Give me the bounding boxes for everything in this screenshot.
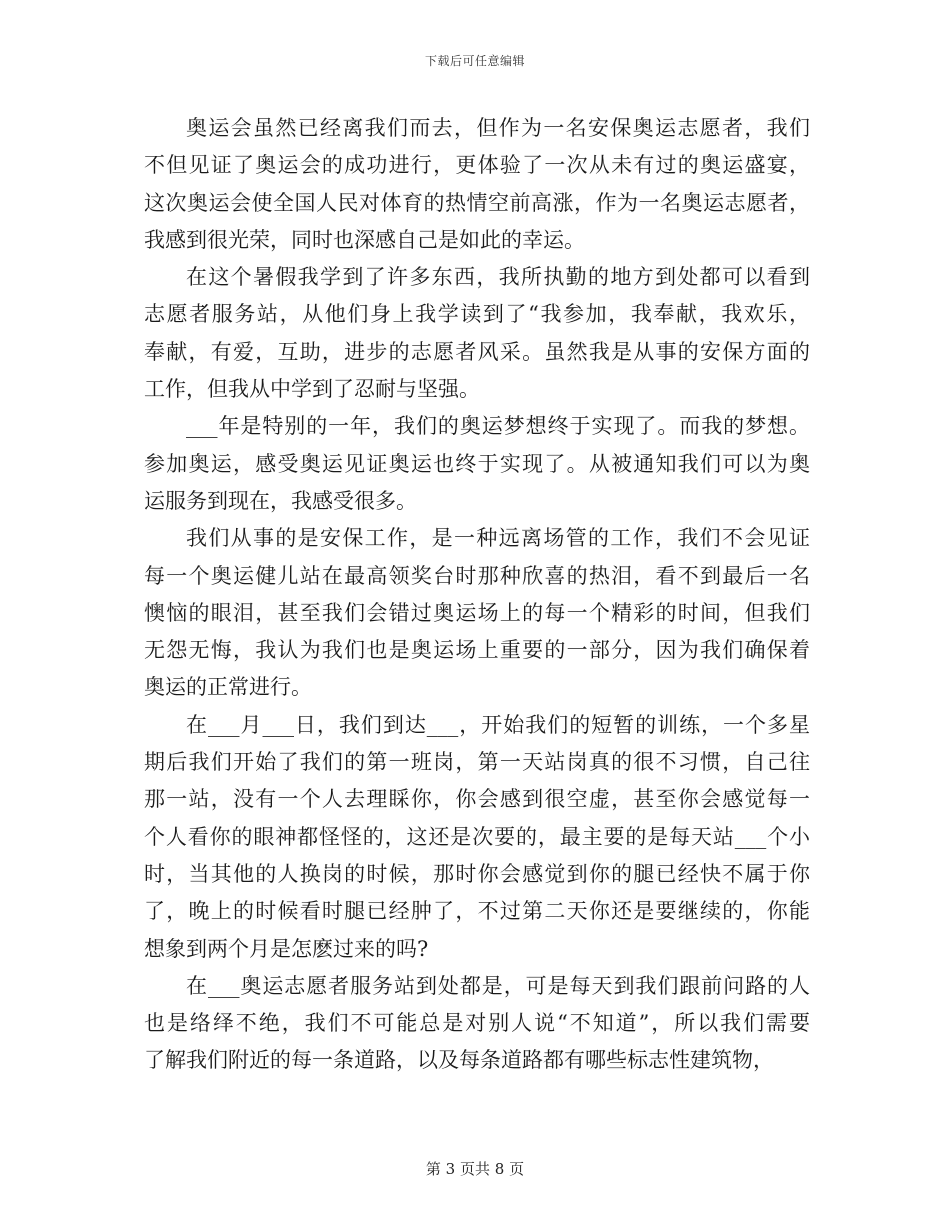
- paragraph-5-line-3: 那一站，没有一个人去理睬你，你会感到很空虚，甚至你会感觉每一: [144, 787, 810, 812]
- paragraph-5-line-6: 了，晚上的时候看时腿已经肿了，不过第二天你还是要继续的，你能: [144, 899, 810, 924]
- paragraph-5-line-5: 时，当其他的人换岗的时候，那时你会感觉到你的腿已经快不属于你: [144, 861, 810, 886]
- paragraph-3-line-2: 参加奥运，感受奥运见证奥运也终于实现了。从被通知我们可以为奥: [144, 451, 810, 476]
- paragraph-4-line-3: 懊恼的眼泪，甚至我们会错过奥运场上的每一个精彩的时间，但我们: [144, 600, 810, 625]
- paragraph-5-line-2: 期后我们开始了我们的第一班岗，第一天站岗真的很不习惯，自己往: [144, 750, 810, 775]
- paragraph-3-line-3: 运服务到现在，我感受很多。: [144, 488, 417, 513]
- paragraph-1-line-3: 这次奥运会使全国人民对体育的热情空前高涨，作为一名奥运志愿者，: [144, 190, 810, 215]
- paragraph-5-line-7: 想象到两个月是怎麽过来的吗?: [144, 936, 429, 961]
- paragraph-1-line-4: 我感到很光荣，同时也深感自己是如此的幸运。: [144, 227, 585, 252]
- paragraph-4-line-4: 无怨无悔，我认为我们也是奥运场上重要的一部分，因为我们确保着: [144, 638, 810, 663]
- paragraph-2-line-1: 在这个暑假我学到了许多东西，我所执勤的地方到处都可以看到: [186, 265, 810, 290]
- paragraph-4-line-2: 每一个奥运健儿站在最高领奖台时那种欣喜的热泪，看不到最后一名: [144, 563, 810, 588]
- paragraph-1-line-2: 不但见证了奥运会的成功进行，更体验了一次从未有过的奥运盛宴，: [144, 153, 810, 178]
- paragraph-5-line-1: 在___月___日，我们到达___，开始我们的短暂的训练，一个多星: [186, 712, 810, 737]
- paragraph-6-line-3: 了解我们附近的每一条道路，以及每条道路都有哪些标志性建筑物，: [144, 1048, 774, 1073]
- paragraph-6-line-1: 在___奥运志愿者服务站到处都是，可是每天到我们跟前问路的人: [186, 973, 810, 998]
- paragraph-1-line-1: 奥运会虽然已经离我们而去，但作为一名安保奥运志愿者，我们: [186, 116, 810, 140]
- paragraph-3-line-1: ___年是特别的一年，我们的奥运梦想终于实现了。而我的梦想。: [186, 414, 810, 439]
- paragraph-6-line-2: 也是络绎不绝，我们不可能总是对别人说“不知道”，所以我们需要: [144, 1011, 810, 1036]
- paragraph-4-line-5: 奥运的正常进行。: [144, 675, 312, 700]
- paragraph-2-line-3: 奉献，有爱，互助，进步的志愿者风采。虽然我是从事的安保方面的: [144, 339, 810, 364]
- document-body: [144, 110, 810, 1080]
- paragraph-5-line-4: 个人看你的眼神都怪怪的，这还是次要的，最主要的是每天站___个小: [144, 824, 810, 849]
- page-header: 下载后可任意编辑: [424, 54, 525, 68]
- paragraph-2-line-4: 工作，但我从中学到了忍耐与坚强。: [144, 377, 480, 402]
- paragraph-4-line-1: 我们从事的是安保工作，是一种远离场管的工作，我们不会见证: [186, 526, 810, 551]
- page-footer: 第 3 页共 8 页: [425, 1160, 525, 1178]
- paragraph-2-line-2: 志愿者服务站，从他们身上我学读到了“我参加，我奉献，我欢乐，: [144, 302, 810, 327]
